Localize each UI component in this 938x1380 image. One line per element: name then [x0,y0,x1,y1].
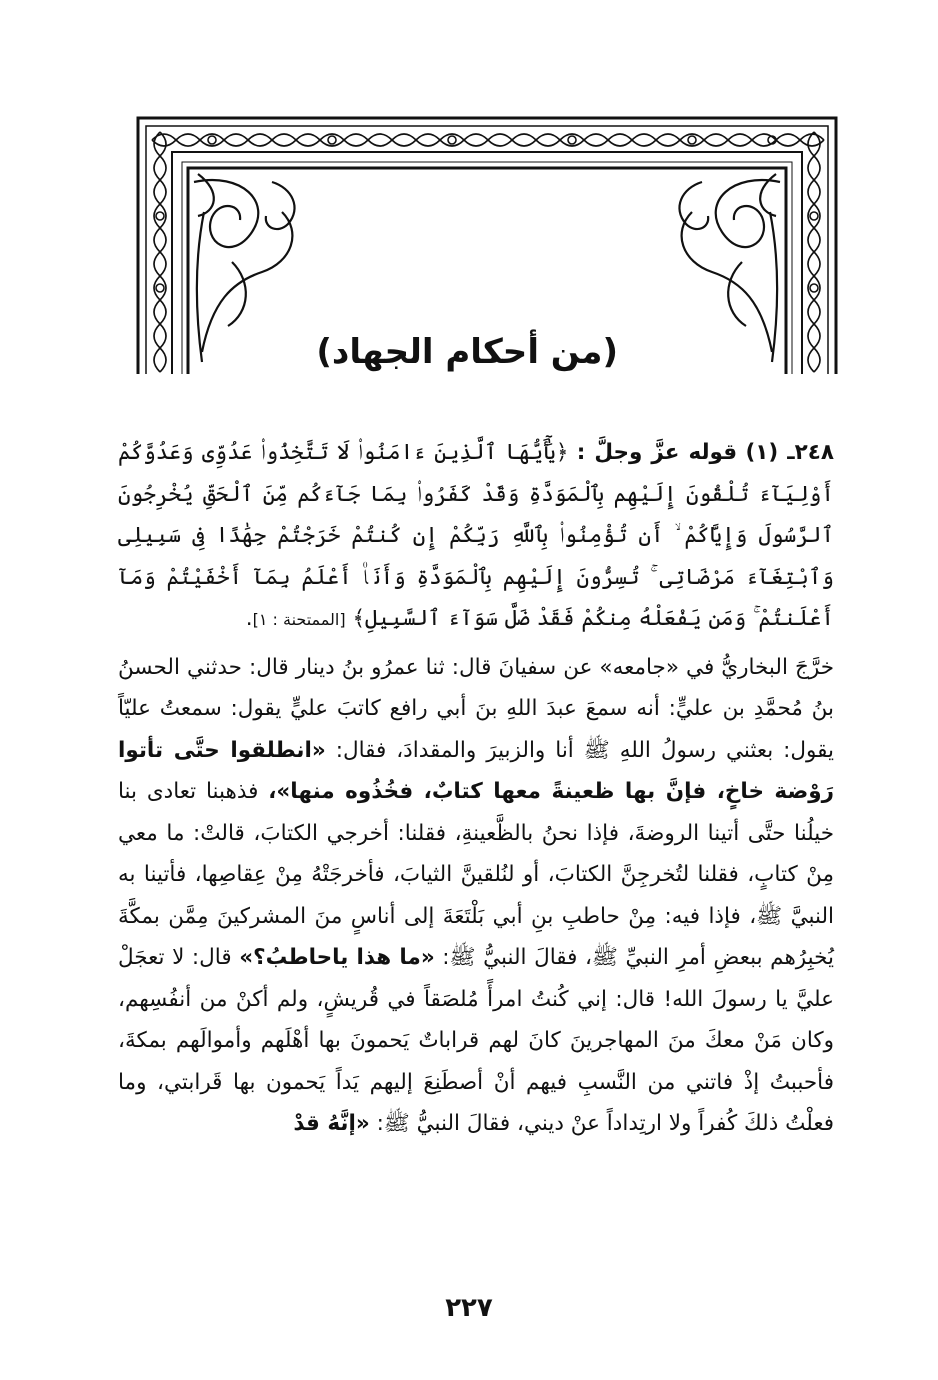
quran-verse: ﴿يَٰٓأَيُّهَا ٱلَّذِينَ ءَامَنُوا۟ لَا تَتَّخِذُوا۟ عَدُوِّى وَعَدُوَّكُمْ أَوْلِيَآءَ تُلْقُونَ إِلَيْهِم بِٱلْمَوَدَّةِ وَقَدْ كَفَرُوا۟ بِمَا جَآءَكُم مِّنَ ٱلْحَقِّ يُخْرِجُونَ ٱلرَّسُولَ وَإِيَّاكُمْ ۙ أَن تُؤْمِنُوا۟ بِٱللَّهِ رَبِّكُمْ إِن كُنتُمْ خَرَجْتُمْ جِهَٰدًا فِى سَبِيلِى وَٱبْتِغَآءَ مَرْضَاتِى ۚ تُسِرُّونَ إِلَيْهِم بِٱلْمَوَدَّةِ وَأَنَا۠ أَعْلَمُ بِمَآ أَخْفَيْتُمْ وَمَآ أَعْلَنتُمْ ۚ وَمَن يَفْعَلْهُ مِنكُمْ فَقَدْ ضَلَّ سَوَآءَ ٱلسَّبِيلِ﴾ [118,440,834,631]
narration-paragraph [118,647,834,1145]
hadith-quote-3: «إنَّهُ قدْ [293,1111,370,1136]
hadith-quote-2: «ما هذا ياحاطبُ؟» [239,945,435,970]
chapter-title: (من أحكام الجهاد) [340,322,618,382]
narration-text-2: فذهبنا تعادى بنا خيلُنا حتَّى أتينا الروضةَ، فإذا نحنُ بالظَّعينةِ، فقلنا: أخرجي الكتابَ، قالتْ: ما معي مِنْ كتابٍ، فقلنا لتُخرجِنَّ الكتابَ، أو لنُلقينَّ الثيابَ، فأخرجَتْهُ مِنْ عِقاصِها، فأتينا به النبيَّ ﷺ، فإذا فيه: مِنْ حاطبِ بنِ أبي بَلْتَعَةَ إلى أناسٍ منَ المشركينَ مِمَّن بمكَّةَ يُخبِرُهم ببعضِ أمرِ النبيِّ ﷺ، فقالَ النبيُّ ﷺ: [118,779,834,970]
verse-reference: [الممتحنة : ١] [252,610,346,629]
hadith-quote-1: «انطلقوا حتَّى تأتوا رَوْضة خاخٍ، فإنَّ بها ظعينةً معها كتابٌ، فخُذُوه منها»، [118,737,834,804]
narration-text-1: خرَّجَ البخاريُّ في «جامعه» عن سفيانَ قال: ثنا عمرُو بنُ دينار قال: حدثني الحسنُ بنُ مُحمَّدِ بن عليٍّ: أنه سمعَ عبدَ اللهِ بنَ أبي رافع كاتبَ عليٍّ يقول: سمعتُ عليّاً يقول: بعثني رسولُ اللهِ ﷺ أنا والزبيرَ والمقدادَ، فقال: [118,654,834,763]
entry-number: ٢٤٨ـ (١) [745,440,834,465]
entry-intro: قوله عزَّ وجلَّ : [576,440,738,465]
narration-text-3: قال: لا تعجَلْ عليَّ يا رسولَ الله! قال: إني كُنتُ امرأً مُلصَقاً في قُريشٍ، ولم أكنْ من أنفُسِهم، وكان مَنْ معكَ منَ المهاجرينَ كانَ لهم قراباتٌ يَحمونَ بها أهْلَهم وأموالَهم بمكةَ، فأحببتُ إذْ فاتني من النَّسبِ فيهم أنْ أصطَنِعَ إليهم يَداً يَحمون بها قَرابتي، وما فعلْتُ ذلكَ كُفراً ولا ارتِداداً عنْ ديني، فقالَ النبيُّ ﷺ: [118,945,834,1136]
page-body-text [118,432,834,1151]
verse-paragraph [118,432,834,641]
page-number: ٢٢٧ [445,1293,493,1323]
verse-end-punctuation: . [245,606,253,631]
